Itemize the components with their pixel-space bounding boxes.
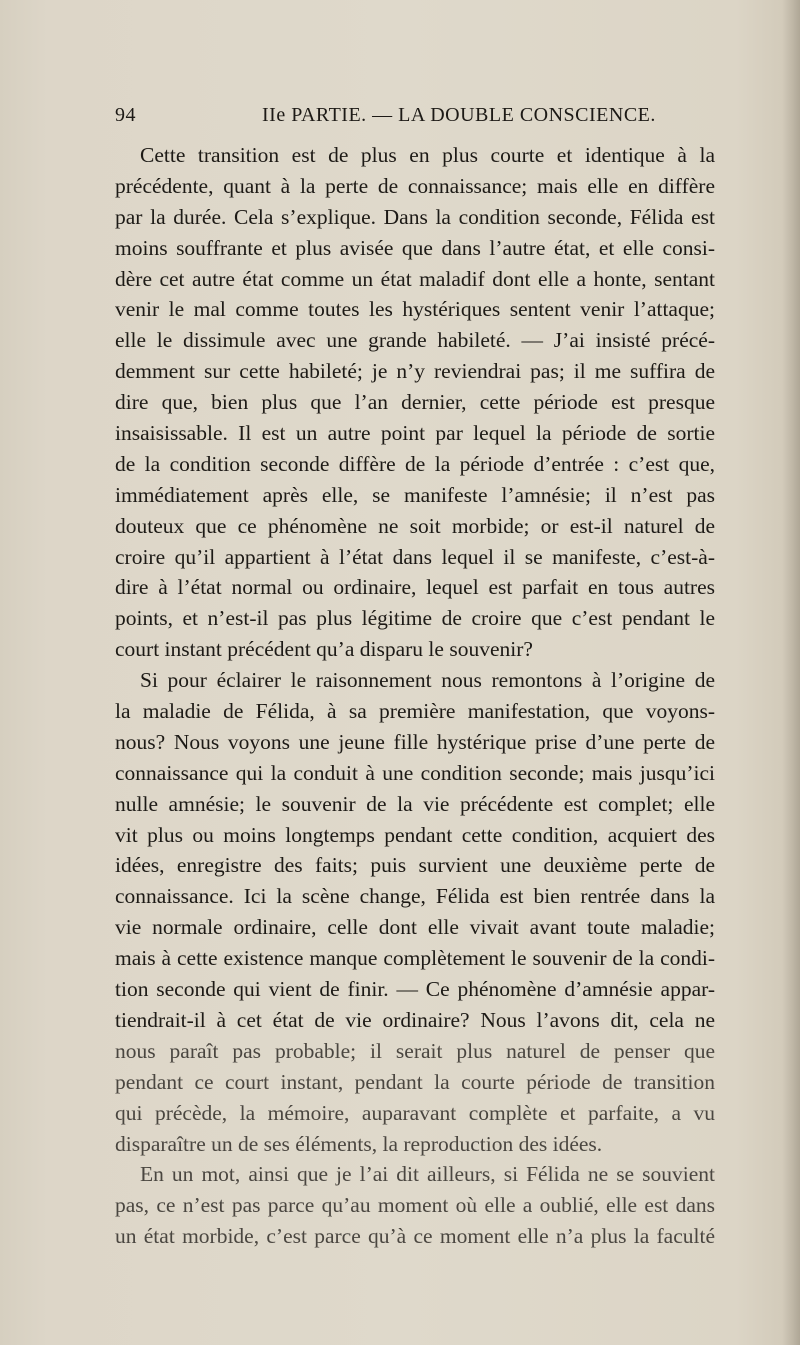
text-line: précédente, quant à la perte de connaissance; mais elle en diffère [115,173,715,198]
text-line: immédiatement après elle, se manifeste l’amnésie; il n’est pas [115,482,715,507]
text-line: court instant précédent qu’a disparu le souvenir? [115,637,533,662]
text-line: dire que, bien plus que l’an dernier, cette période est presque [115,390,715,415]
text-line: croire qu’il appartient à l’état dans lequel il se manifeste, c’est-à- [115,544,715,569]
text-line: demment sur cette habileté; je n’y reviendrai pas; il me suffira de [115,359,715,384]
text-line: En un mot, ainsi que je l’ai dit ailleurs, si Félida ne se souvient [140,1162,715,1187]
text-line: idées, enregistre des faits; puis survient une deuxième perte de [115,853,715,878]
text-line: vie normale ordinaire, celle dont elle vivait avant toute maladie; [115,915,715,940]
text-line: moins souffrante et plus avisée que dans l’autre état, et elle consi- [115,235,715,260]
text-line: insaisissable. Il est un autre point par lequel la période de sortie [115,421,715,446]
text-line: la maladie de Félida, à sa première manifestation, que voyons- [115,699,715,724]
text-line: Si pour éclairer le raisonnement nous remontons à l’origine de [140,668,715,693]
body-text [115,140,715,1252]
text-line: disparaître un de ses éléments, la reproduction des idées. [115,1131,603,1156]
text-line: de la condition seconde diffère de la période d’entrée : c’est que, [115,451,715,476]
text-line: pas, ce n’est pas parce qu’au moment où elle a oublié, elle est dans [115,1193,715,1218]
text-line: dère cet autre état comme un état maladif dont elle a honte, sentant [115,266,715,291]
text-line: nous paraît pas probable; il serait plus naturel de penser que [115,1038,715,1063]
page-number: 94 [115,104,136,126]
text-line: douteux que ce phénomène ne soit morbide; or est-il naturel de [115,513,715,538]
text-line: qui précède, la mémoire, auparavant complète et parfaite, a vu [115,1100,715,1125]
page-header [115,104,715,134]
text-line: venir le mal comme toutes les hystériques sentent venir l’attaque; [115,297,715,322]
text-line: par la durée. Cela s’explique. Dans la condition seconde, Félida est [115,204,715,229]
page-edge-shadow [782,0,800,1345]
text-line: tion seconde qui vient de finir. — Ce phénomène d’amnésie appar- [115,977,715,1002]
text-line: Cette transition est de plus en plus courte et identique à la [140,143,715,167]
text-line: mais à cette existence manque complètement le souvenir de la condi- [115,946,715,971]
text-line: connaissance qui la conduit à une condition seconde; mais jusqu’ici [115,760,715,785]
text-line: dire à l’état normal ou ordinaire, lequel est parfait en tous autres [115,575,715,600]
text-line: un état morbide, c’est parce qu’à ce moment elle n’a plus la faculté [115,1224,715,1249]
text-line: points, et n’est-il pas plus légitime de croire que c’est pendant le [115,606,715,631]
text-line: vit plus ou moins longtemps pendant cette condition, acquiert des [115,822,715,847]
running-head: IIe PARTIE. — LA DOUBLE CONSCIENCE. [262,104,656,126]
text-line: nous? Nous voyons une jeune fille hystérique prise d’une perte de [115,729,715,754]
text-line: pendant ce court instant, pendant la courte période de transition [115,1069,715,1094]
text-line: elle le dissimule avec une grande habileté. — J’ai insisté précé- [115,328,715,353]
text-line: nulle amnésie; le souvenir de la vie précédente est complet; elle [115,791,715,816]
text-line: connaissance. Ici la scène change, Félida est bien rentrée dans la [115,884,715,909]
text-line: tiendrait-il à cet état de vie ordinaire? Nous l’avons dit, cela ne [115,1007,715,1032]
